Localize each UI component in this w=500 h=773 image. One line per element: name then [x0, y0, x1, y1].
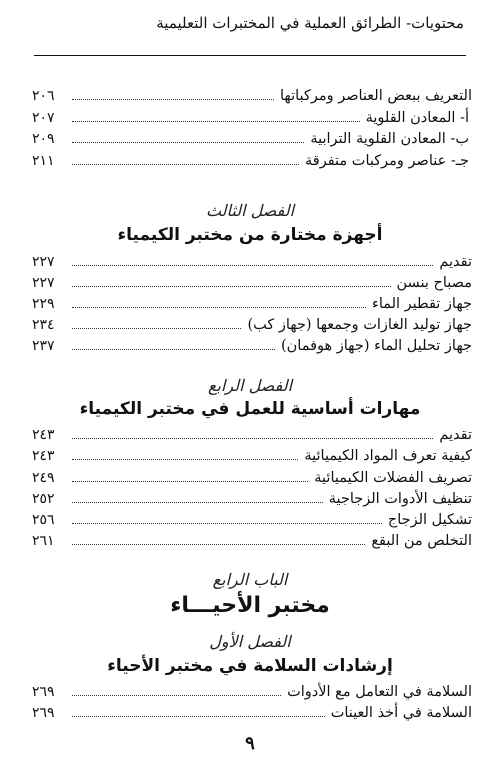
toc-entry-page: ٢٠٧ [32, 110, 55, 126]
toc-entry[interactable] [32, 315, 472, 335]
leader-dots [72, 510, 382, 524]
toc-entry[interactable] [32, 703, 472, 723]
toc-entry-title: جهاز تحليل الماء (جهاز هوفمان) [280, 338, 472, 354]
toc-entry[interactable] [32, 446, 472, 466]
toc-entry-title: تقديم [439, 427, 472, 443]
chapter-title: إرشادات السلامة في مختبر الأحياء [107, 656, 393, 676]
part-ornament: الباب الرابع [212, 570, 288, 589]
toc-entry[interactable] [32, 252, 472, 272]
chapter-ornament: الفصل الرابع [207, 376, 293, 395]
toc-entry-title: جهاز تقطير الماء [372, 296, 472, 312]
toc-entry-title: مصباح بنسن [396, 275, 472, 291]
toc-entry-title: تنظيف الأدوات الزجاجية [328, 491, 472, 507]
toc-entry-page: ٢٣٧ [32, 338, 55, 354]
toc-entry[interactable] [32, 86, 472, 106]
toc-entry-page: ٢٢٩ [32, 296, 55, 312]
leader-dots [72, 468, 308, 482]
leader-dots [72, 315, 241, 329]
toc-entry-title: السلامة في التعامل مع الأدوات [287, 684, 472, 700]
toc-entry-page: ٢٦١ [32, 533, 55, 549]
toc-entry[interactable] [32, 151, 472, 171]
toc-entry-title: كيفية تعرف المواد الكيميائية [304, 448, 472, 464]
leader-dots [72, 294, 366, 308]
toc-entry-title: أ- المعادن القلوية [365, 110, 469, 126]
chapter-ornament: الفصل الثالث [205, 201, 295, 220]
toc-entry-page: ٢٢٧ [32, 275, 55, 291]
leader-dots [72, 425, 433, 439]
toc-entry-title: التعريف ببعض العناصر ومركباتها [279, 88, 472, 104]
leader-dots [72, 252, 433, 266]
leader-dots [72, 446, 298, 460]
toc-entry[interactable] [32, 273, 472, 293]
toc-entry-page: ٢١١ [32, 153, 55, 169]
toc-entry-title: تشكيل الزجاج [387, 512, 472, 528]
running-header: محتويات- الطرائق العملية في المختبرات التعليمية [156, 14, 464, 32]
toc-entry[interactable] [32, 510, 472, 530]
chapter-title: مهارات أساسية للعمل في مختبر الكيمياء [79, 399, 421, 419]
toc-entry-page: ٢٦٩ [32, 684, 55, 700]
leader-dots [72, 703, 325, 717]
toc-entry-page: ٢٥٢ [32, 491, 55, 507]
toc-entry[interactable] [32, 425, 472, 445]
toc-entry-page: ٢٤٣ [32, 427, 55, 443]
leader-dots [72, 336, 275, 350]
toc-entry[interactable] [32, 531, 472, 551]
toc-entry-page: ٢٦٩ [32, 705, 55, 721]
toc-entry-title: جـ- عناصر ومركبات متفرقة [305, 153, 469, 169]
toc-entry-title: تصريف الفضلات الكيميائية [314, 470, 472, 486]
toc-entry[interactable] [32, 129, 472, 149]
leader-dots [72, 86, 274, 100]
toc-entry-page: ٢٢٧ [32, 254, 55, 270]
toc-entry-page: ٢٤٩ [32, 470, 55, 486]
header-rule [34, 55, 466, 56]
toc-entry[interactable] [32, 294, 472, 314]
toc-entry-title: التخلص من البقع [371, 533, 472, 549]
chapter-title: أجهزة مختارة من مختبر الكيمياء [117, 225, 383, 245]
leader-dots [72, 273, 391, 287]
toc-entry-page: ٢٣٤ [32, 317, 55, 333]
toc-entry[interactable] [32, 682, 472, 702]
leader-dots [72, 531, 365, 545]
toc-entry-page: ٢٠٩ [32, 131, 55, 147]
chapter-ornament: الفصل الأول [209, 632, 291, 651]
part-title: مختبر الأحيـــاء [170, 593, 330, 618]
toc-entry[interactable] [32, 468, 472, 488]
toc-entry[interactable] [32, 336, 472, 356]
leader-dots [72, 108, 360, 122]
toc-entry-page: ٢٠٦ [32, 88, 55, 104]
toc-entry-title: السلامة في أخذ العينات [330, 705, 472, 721]
toc-entry[interactable] [32, 489, 472, 509]
toc-entry-title: جهاز توليد الغازات وجمعها (جهاز كب) [247, 317, 472, 333]
page-number: ٩ [245, 733, 255, 754]
toc-entry-title: تقديم [439, 254, 472, 270]
leader-dots [72, 129, 304, 143]
toc-entry-page: ٢٤٣ [32, 448, 55, 464]
toc-entry[interactable] [32, 108, 472, 128]
leader-dots [72, 682, 281, 696]
toc-entry-title: ب- المعادن القلوية الترابية [310, 131, 469, 147]
leader-dots [72, 151, 299, 165]
toc-entry-page: ٢٥٦ [32, 512, 55, 528]
leader-dots [72, 489, 323, 503]
